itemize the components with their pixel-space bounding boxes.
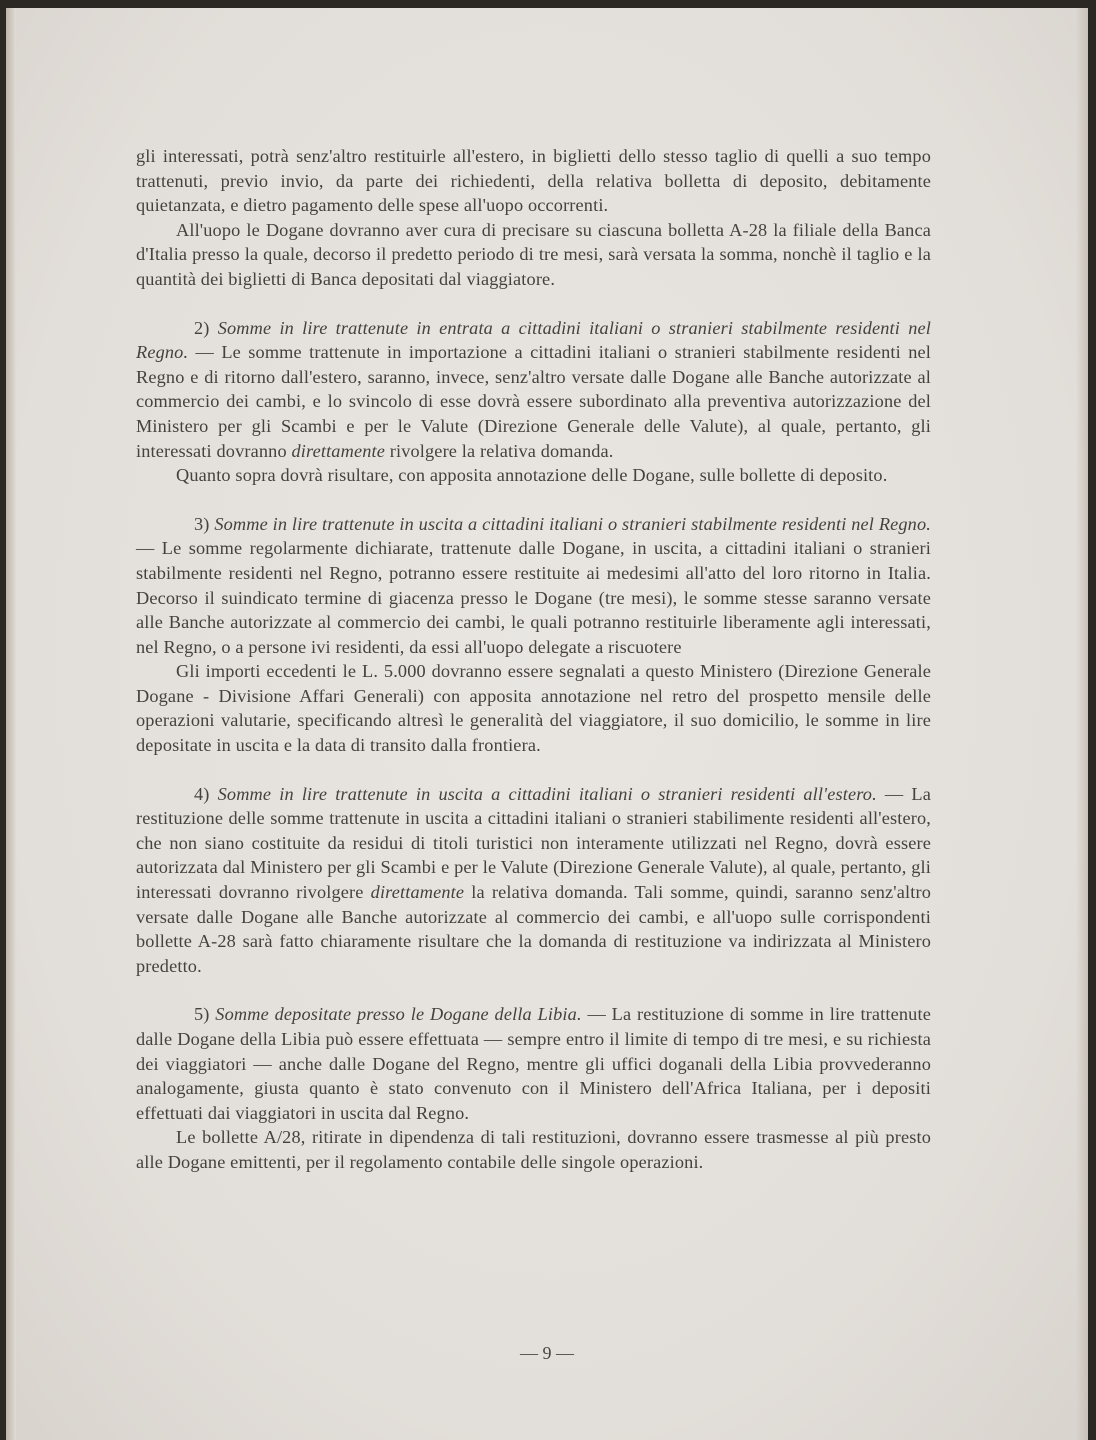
paragraph: All'uopo le Dogane dovranno aver cura di precisare su ciascuna bolletta A-28 la filiale della Banca d'Italia presso la quale, decorso il predetto periodo di tre mesi, sarà versata la somma, nonchè il taglio e la quantità dei biglietti di Banca depositati dal viaggiatore. bbox=[136, 219, 931, 289]
paragraph: Quanto sopra dovrà risultare, con apposita annotazione delle Dogane, sulle bollette di deposito. bbox=[176, 465, 888, 486]
section-body: — La restituzione di somme in lire trattenute dalle Dogane della Libia può essere effettuata — sempre entro il limite di tempo di tre mesi, e su richiesta dei viaggiatori — anche dalle Dogane del Regno, mentre gli uffici doganali della Libia provvederanno analogamente, giusta quanto è stato convenuto con il Ministero dell'Africa Italiana, per i depositi effettuati dai viaggiatori in uscita dal Regno. bbox=[136, 1004, 931, 1123]
page-edge-shadow bbox=[1076, 8, 1088, 1440]
section-body: rivolgere la relativa domanda. bbox=[389, 440, 614, 461]
body-text bbox=[136, 144, 931, 1175]
section-number: 5) bbox=[194, 1004, 210, 1025]
section-title: Somme in lire trattenute in entrata a cittadini italiani o stranieri stabilmente residenti nel Regno. bbox=[136, 317, 931, 363]
binding-shadow bbox=[6, 8, 16, 1440]
section-body: — Le somme regolarmente dichiarate, trattenute dalle Dogane, in uscita, a cittadini italiani o stranieri stabilmente residenti nel Regno, potranno essere restituite ai medesimi all'atto del loro ritorno in Italia. Decorso il suindicato termine di giacenza presso le Dogane (tre mesi), le somme stesse saranno versate alle Banche autorizzate al commercio dei cambi, le quali potranno restituirle liberamente agli interessati, nel Regno, o a persone ivi residenti, da essi all'uopo delegate a riscuotere bbox=[136, 538, 931, 657]
emphasis: direttamente bbox=[370, 882, 465, 903]
section-number: 2) bbox=[194, 317, 210, 338]
section-body: la relativa domanda. Tali somme, quindi, saranno senz'altro versate dalle Dogane alle Banche autorizzate al commercio dei cambi, e all'uopo sulle corrispondenti bollette A-28 sarà fatto chiaramente risultare che la domanda di restituzione va indirizzata al Ministero predetto. bbox=[136, 882, 931, 976]
section-4 bbox=[136, 782, 931, 979]
section-body: — Le somme trattenute in importazione a cittadini italiani o stranieri stabilmente residenti nel Regno e di ritorno dall'estero, saranno, invece, senz'altro versate dalle Dogane alle Banche autorizzate al commercio dei cambi, e lo svincolo di esse dovrà essere subordinato alla preventiva autorizzazione del Ministero per gli Scambi e per le Valute (Direzione Generale delle Valute), al quale, pertanto, gli interessati dovranno bbox=[136, 342, 931, 461]
section-number: 3) bbox=[194, 513, 210, 534]
section-body: — La restituzione delle somme trattenute in uscita a cittadini italiani o stranieri stabilimente residenti all'estero, che non siano costituite da residui di titoli turistici non interamente utilizzati nel Regno, dovrà essere autorizzata dal Ministero per gli Scambi e per le Valute (Direzione Generale Valute), al quale, pertanto, gli interessati dovranno rivolgere bbox=[136, 783, 931, 903]
section-2 bbox=[136, 316, 931, 464]
section-3 bbox=[136, 512, 931, 660]
paragraph: Le bollette A/28, ritirate in dipendenza di tali restituzioni, dovranno essere trasmesse al più presto alle Dogane emittenti, per il regolamento contabile delle singole operazioni. bbox=[136, 1127, 931, 1172]
section-number: 4) bbox=[194, 783, 210, 804]
document-page bbox=[6, 8, 1088, 1440]
section-title: Somme in lire trattenute in uscita a cittadini italiani o stranieri residenti all'estero. bbox=[217, 783, 877, 804]
paragraph: Gli importi eccedenti le L. 5.000 dovranno essere segnalati a questo Ministero (Direzione Generale Dogane - Divisione Affari Generali) con apposita annotazione nel retro del prospetto mensile delle operazioni valutarie, specificando altresì le generalità del viaggiatore, il suo domicilio, le somme in lire depositate in uscita e la data di transito dalla frontiera. bbox=[136, 661, 931, 756]
section-title: Somme depositate presso le Dogane della Libia. bbox=[215, 1004, 582, 1025]
emphasis: direttamente bbox=[291, 440, 385, 461]
paragraph: gli interessati, potrà senz'altro restituirle all'estero, in biglietti dello stesso taglio di quelli a suo tempo trattenuti, previo invio, da parte dei richiedenti, della relativa bolletta di deposito, debitamente quietanzata, e dietro pagamento delle spese all'uopo occorrenti. bbox=[136, 146, 931, 216]
page-number: — 9 — bbox=[520, 1343, 574, 1363]
section-5 bbox=[136, 1002, 931, 1125]
section-title: Somme in lire trattenute in uscita a cittadini italiani o stranieri stabilmente residenti nel Regno. bbox=[214, 513, 931, 534]
